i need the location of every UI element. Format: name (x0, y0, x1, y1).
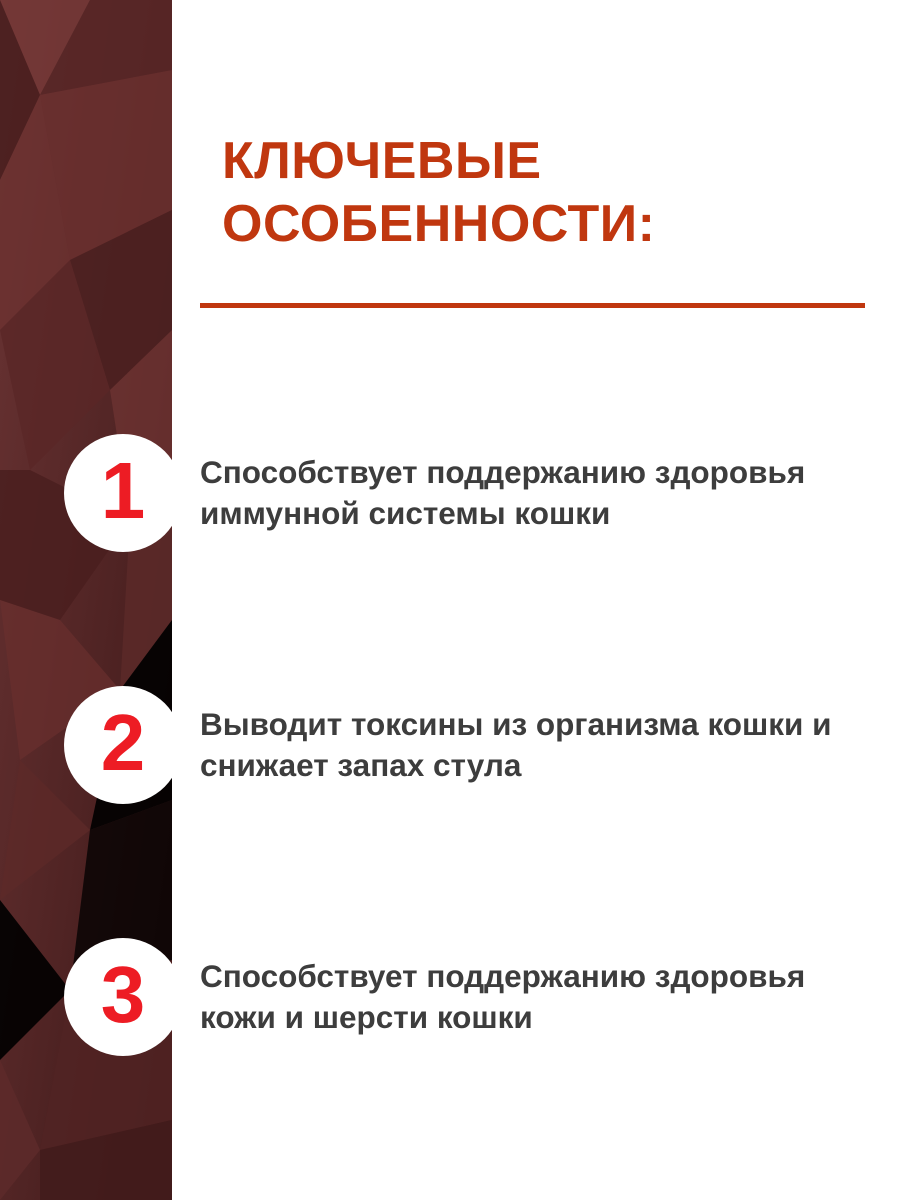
feature-text: Выводит токсины из организма кошки и снижает запах стула (200, 706, 832, 783)
bullet-number: 3 (100, 950, 146, 1039)
list-item (64, 398, 884, 588)
feature-text: Способствует поддержанию здоровья иммунной системы кошки (200, 454, 806, 531)
title-divider (200, 303, 865, 308)
bullet-badge-3 (64, 938, 182, 1056)
page-title (222, 130, 862, 257)
feature-text: Способствует поддержанию здоровья кожи и шерсти кошки (200, 958, 806, 1035)
bullet-badge-1 (64, 434, 182, 552)
page-title-line-2: ОСОБЕННОСТИ: (222, 195, 656, 254)
page-title-line-1: КЛЮЧЕВЫЕ (222, 132, 542, 190)
list-item (64, 650, 884, 840)
feature-list (64, 398, 884, 1092)
bullet-badge-2 (64, 686, 182, 804)
bullet-number: 2 (100, 698, 146, 787)
list-item (64, 902, 884, 1092)
bullet-number: 1 (100, 446, 146, 535)
